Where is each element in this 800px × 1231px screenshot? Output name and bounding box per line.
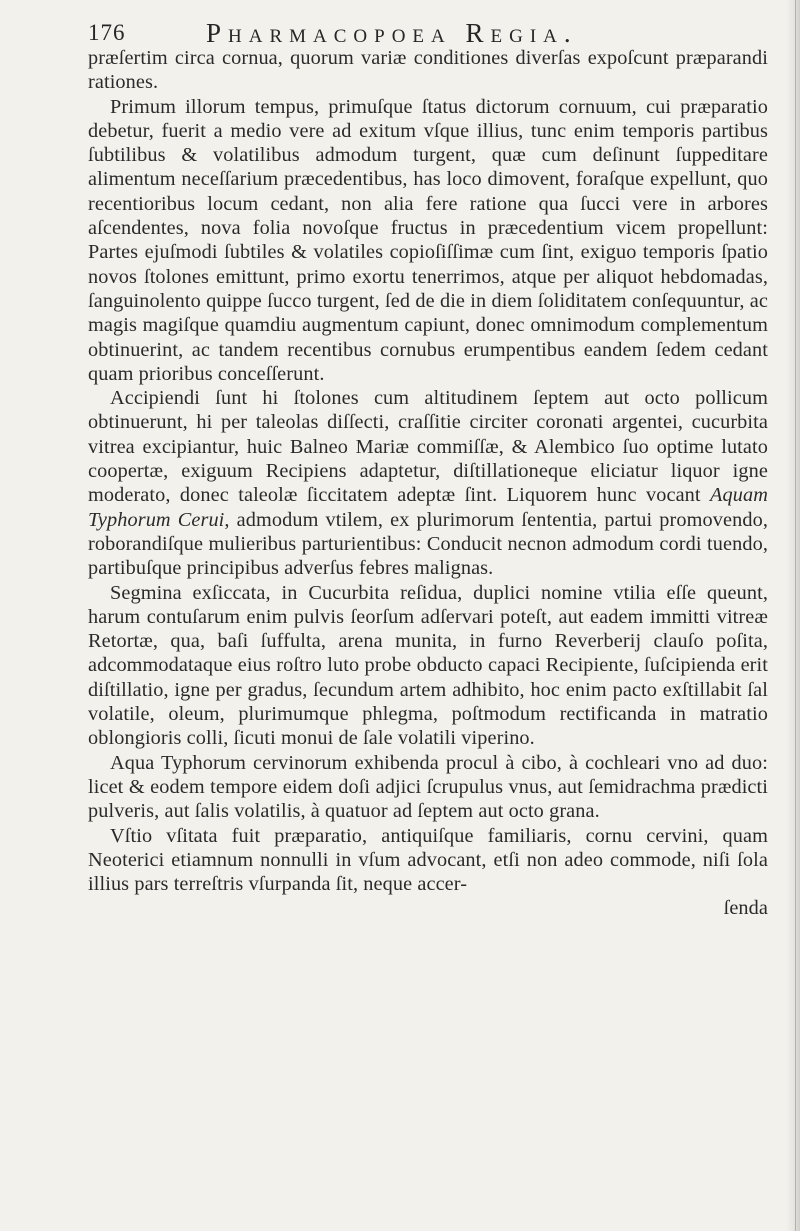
paragraph-accipiendi (88, 386, 768, 580)
paragraph-accipiendi-text-b: , admodum vtilem, ex plurimorum ſententia, partui promovendo, roborandiſque mulieribus parturientibus: Conducit necnon admodum cordi tuendo, partibuſque principibus adverſus febres malignas. (88, 508, 768, 580)
running-title: Pharmacopoea Regia. (206, 18, 578, 48)
paragraph-segmina: Segmina exſiccata, in Cucurbita reſidua, duplici nomine vtilia eſſe queunt, harum contuſarum enim pulvis ſeorſum adſervari poteſt, aut eadem immitti vitreæ Retortæ, qua, baſi ſuffulta, arena munita, in furno Reverberij clauſo poſita, adcommodataque eius roſtro luto probe obducto capaci Recipiente, ſuſcipienda erit diſtillatio, igne per gradus, ſecundum artem adhibito, hoc enim pacto exſtillabit ſal volatile, oleum, plurimumque phlegma, poſtmodum rectificanda in matratio oblongioris colli, ſicuti monui de ſale volatili viperino. (88, 581, 768, 750)
catchword: ſenda (723, 897, 768, 920)
paragraph-aqua-typhorum: Aqua Typhorum cervinorum exhibenda procul à cibo, à cochleari vno ad duo: licet & eodem tempore eidem doſi adjici ſcrupulus vnus, aut ſemidrachma prædicti pulveris, aut ſalis volatilis, à quatuor ad ſeptem aut octo grana. (88, 751, 768, 823)
body-text (88, 46, 768, 921)
paragraph-vstio: Vſtio vſitata fuit præparatio, antiquiſque familiaris, cornu cervini, quam Neoterici etiamnum nonnulli in vſum advocant, etſi non adeo commode, niſi ſola illius pars terreſtris vſurpanda ſit, neque accer- (88, 824, 768, 896)
page-edge-line (795, 0, 796, 1231)
page-edge-shadow (786, 0, 800, 1231)
aquam-typhorum-italic: Aquam Typhorum Cerui (88, 484, 769, 531)
page-number: 176 (88, 20, 126, 45)
paragraph-continuation: præſertim circa cornua, quorum variæ conditiones diverſas expoſcunt præparandi rationes. (88, 47, 768, 94)
paragraph-primum: Primum illorum tempus, primuſque ſtatus dictorum cornuum, cui præparatio debetur, fuerit a medio vere ad exitum vſque illius, tunc enim temporis partibus ſubtilibus & volatilibus admodum turgent, quæ cum deſinunt ſuppeditare alimentum neceſſarium præcedentibus, has loco dimovent, foraſque expellunt, quo recentioribus locum cedant, non alia fere ratione qua ſucci vere in arbores aſcendentes, nova folia novoſque fructus in præcedentium vicem propellunt: Partes ejuſmodi ſubtiles & volatiles copioſiſſimæ cum ſint, exiguo temporis ſpatio novos ſtolones emittunt, primo exortu tenerrimos, atque per aliquot hebdomadas, ſanguinolento quippe ſucco turgent, ſed de die in diem ſoliditatem conſequuntur, ac magis magiſque quamdiu augmentum capiunt, donec omnimodum complementum obtinuerint, ac tandem recentibus cornubus erumpentibus eandem ſedem cedant quam prioribus conceſſerunt. (88, 95, 768, 385)
paragraph-accipiendi-text-a: Accipiendi ſunt hi ſtolones cum altitudinem ſeptem aut octo pollicum obtinuerunt, hi per taleolas diſſecti, craſſitie circiter coronati argentei, cucurbita vitrea excipiantur, huic Balneo Mariæ commiſſæ, & Alembico ſuo optime lutato coopertæ, exiguum Recipiens adaptetur, diſtillationeque eliciatur liquor igne moderato, donec taleolæ ſiccitatem adeptæ ſint. Liquorem hunc vocant (88, 387, 768, 507)
